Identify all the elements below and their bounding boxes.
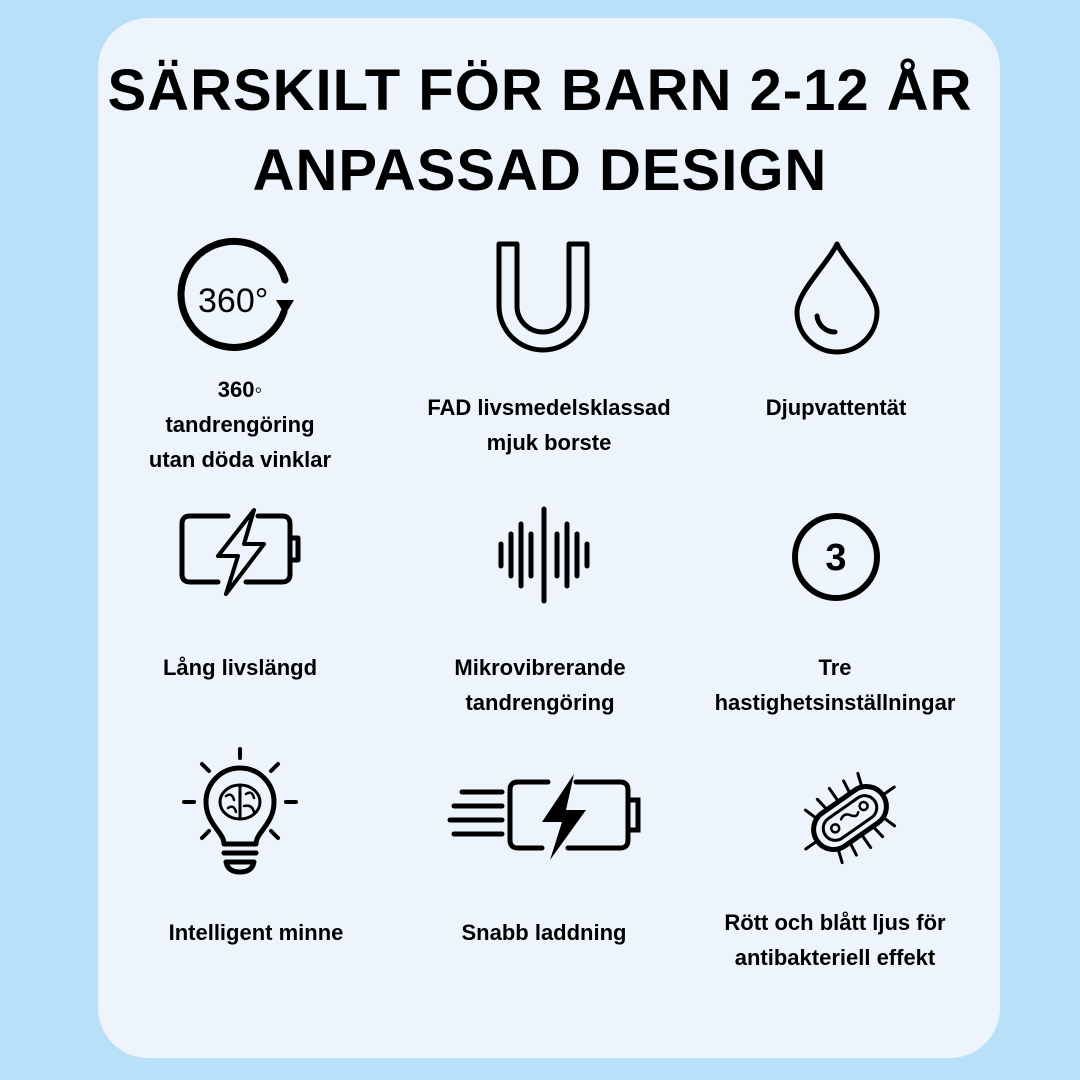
label-line: utan döda vinklar [148,447,332,472]
number-three-text: 3 [825,537,847,579]
label-line: Intelligent minne [168,920,344,945]
bacteria-icon [788,760,912,876]
brain-bulb-icon [182,746,298,876]
label-line: FAD livsmedelsklassad [427,395,671,420]
feature-label-waterproof [686,390,986,425]
label-line: Tre [818,655,852,680]
feature-label-speeds [685,650,985,720]
label-line: Lång livslängd [162,655,318,680]
feature-label-vibration [390,650,690,720]
feature-label-charging [394,915,694,950]
u-shape-icon [495,240,591,356]
rotate-360-text: 360° [198,282,269,320]
label-line: mjuk borste [486,430,612,455]
label-line: Rött och blått ljus för [724,910,946,935]
label-line: 360◦ [217,377,263,402]
label-line: Mikrovibrerande [454,655,626,680]
feature-label-antibacterial [680,905,990,975]
label-line: antibakteriell effekt [734,945,936,970]
feature-label-battery [90,650,390,685]
feature-label-memory [106,915,406,950]
page-title-line1: SÄRSKILT FÖR BARN 2-12 ÅR [107,58,973,123]
label-line: Djupvattentät [765,395,907,420]
rotate-360-icon [176,240,306,358]
sound-wave-icon [497,506,591,604]
fast-charge-icon [446,770,646,864]
feature-label-bristle [399,390,699,460]
number-three-icon [791,512,881,602]
feature-label-360 [90,372,390,477]
page-title-line2: ANPASSAD DESIGN [252,138,828,203]
label-line: Snabb laddning [461,920,627,945]
battery-bolt-icon [180,508,300,598]
label-line: hastighetsinställningar [714,690,956,715]
label-line: tandrengöring [165,412,315,437]
label-line: tandrengöring [465,690,615,715]
water-drop-icon [793,240,881,354]
